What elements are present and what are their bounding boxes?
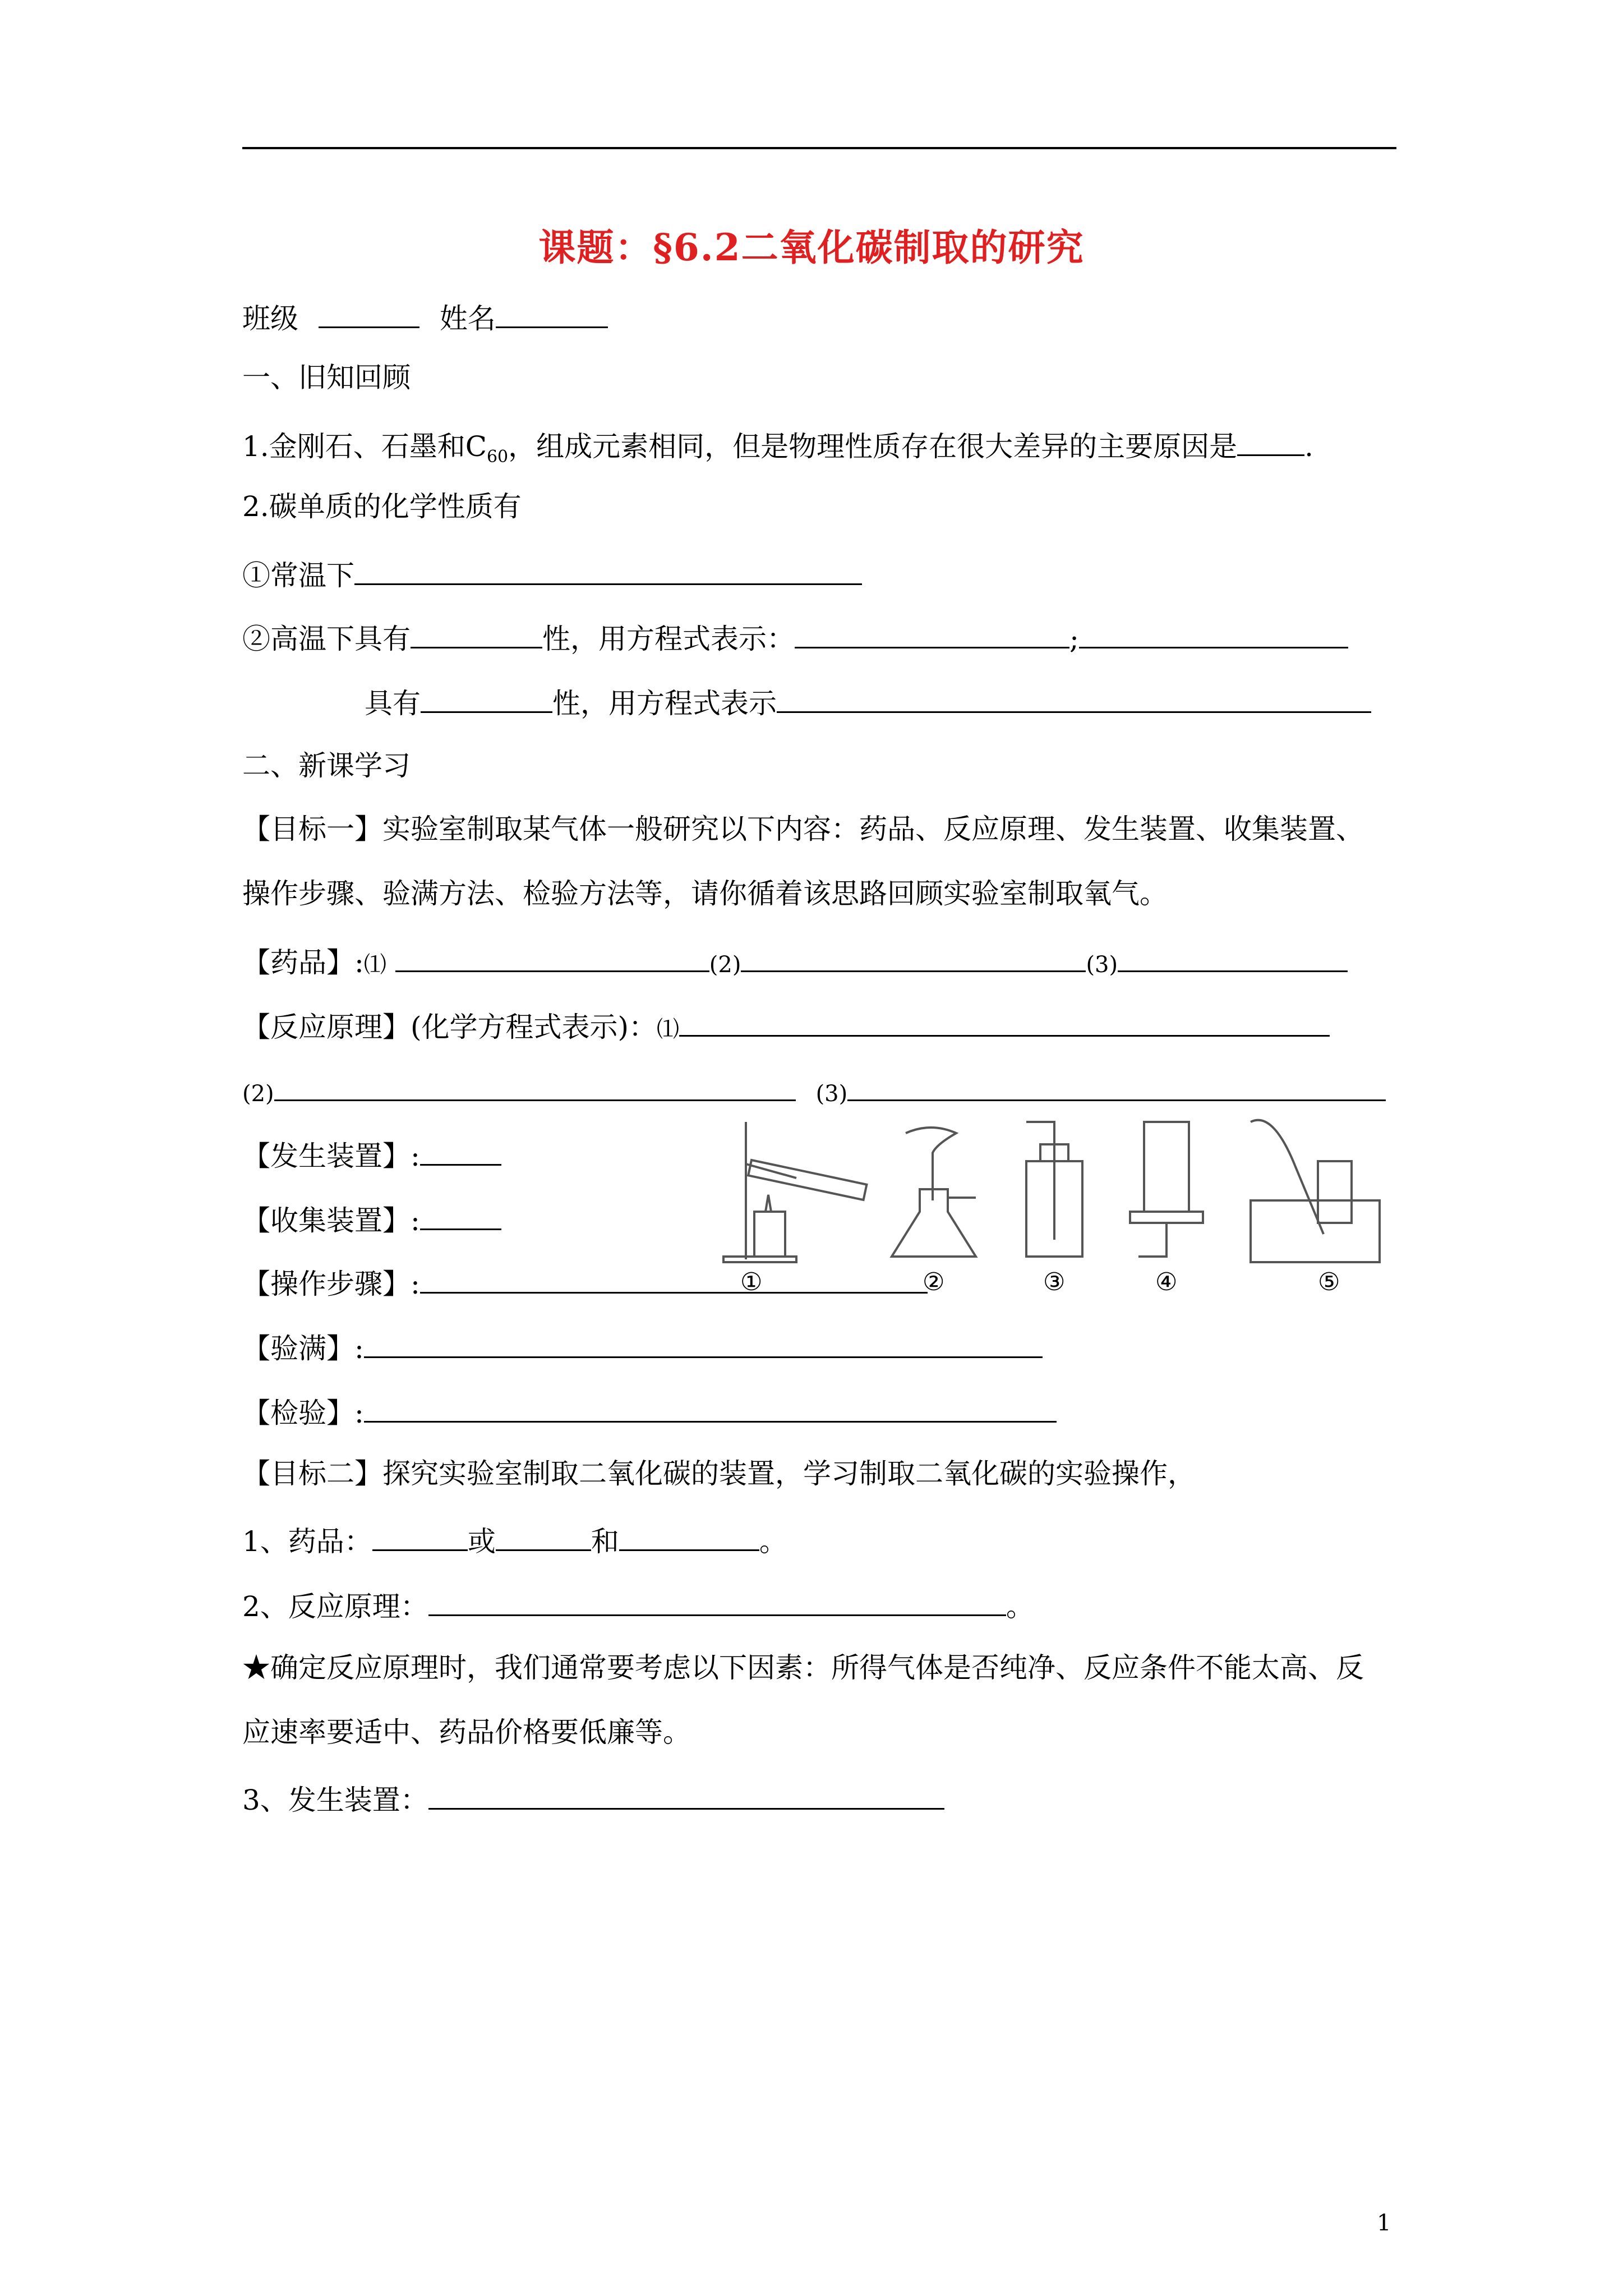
label-4: ④ xyxy=(1155,1268,1178,1296)
goal-2: 【目标二】探究实验室制取二氧化碳的装置，学习制取二氧化碳的实验操作， xyxy=(242,1457,1196,1490)
q2-3-blank-a[interactable] xyxy=(421,683,552,713)
header-rule xyxy=(242,147,1396,149)
delivery-tube xyxy=(1251,1120,1324,1234)
question-2: 2.碳单质的化学性质有 xyxy=(242,490,522,523)
class-name-line: 班级 姓名 xyxy=(242,298,608,335)
goal-1-line-2: 操作步骤、验满方法、检验方法等，请你循着该思路回顾实验室制取氧气。 xyxy=(242,877,1168,910)
star-note-line-1: ★确定反应原理时，我们通常要考虑以下因素：所得气体是否纯净、反应条件不能太高、反 xyxy=(242,1651,1364,1684)
g2-2-blank[interactable] xyxy=(428,1586,1006,1616)
q2-2-blank-a[interactable] xyxy=(411,619,542,648)
g2-1-blank-a[interactable] xyxy=(372,1521,468,1551)
page-title: 课题：§6.2二氧化碳制取的研究 xyxy=(538,226,1085,269)
full-check-line: 【验满】: xyxy=(242,1328,1043,1365)
drugs-blank-3[interactable] xyxy=(1118,942,1348,972)
question-1: 1.金刚石、石墨和$C_{60}$，组成元素相同，但是物理性质存在很大差异的主要原因是 . xyxy=(242,426,1313,474)
q1-blank[interactable] xyxy=(1237,426,1304,456)
q2-2-blank-c[interactable] xyxy=(1079,619,1348,648)
test-line: 【检验】: xyxy=(242,1393,1057,1430)
goal-1-line-1: 【目标一】实验室制取某气体一般研究以下内容：药品、反应原理、发生装置、收集装置、 xyxy=(242,813,1364,845)
principle-line-2: (2) (3) xyxy=(242,1071,1386,1111)
principle-blank-1[interactable] xyxy=(679,1007,1330,1037)
q2-2-blank-b[interactable] xyxy=(795,619,1069,648)
name-blank[interactable] xyxy=(496,298,608,328)
steps-line: 【操作步骤】: xyxy=(242,1264,928,1301)
g2-1-blank-b[interactable] xyxy=(496,1521,591,1551)
inverted-bottle xyxy=(1144,1122,1189,1212)
alcohol-lamp xyxy=(754,1212,785,1257)
drugs-line: 【药品】:⑴ (2) (3) xyxy=(242,942,1348,982)
drugs-blank-2[interactable] xyxy=(741,942,1086,972)
apparatus-figure xyxy=(712,1099,1385,1301)
generator-blank[interactable] xyxy=(420,1136,501,1166)
goal-2-item-1: 1、药品： 或 和 。 xyxy=(242,1521,787,1558)
question-2-3: 具有 性，用方程式表示 xyxy=(365,683,1371,720)
test-tube xyxy=(748,1160,866,1200)
principle-blank-2[interactable] xyxy=(274,1071,796,1101)
page-number: 1 xyxy=(1377,2210,1391,2236)
goal-2-item-3: 3、发生装置： xyxy=(242,1780,944,1817)
q2-3-blank-b[interactable] xyxy=(777,683,1371,713)
collector-line: 【收集装置】: xyxy=(242,1200,501,1237)
q2-1-blank[interactable] xyxy=(354,555,862,585)
star-note-line-2: 应速率要适中、药品价格要低廉等。 xyxy=(242,1716,691,1749)
full-check-blank[interactable] xyxy=(364,1328,1043,1358)
collector-blank[interactable] xyxy=(420,1200,501,1230)
drugs-blank-1[interactable] xyxy=(395,942,709,972)
class-blank[interactable] xyxy=(319,298,419,328)
water-trough xyxy=(1251,1200,1380,1262)
test-blank[interactable] xyxy=(364,1393,1057,1423)
label-5: ⑤ xyxy=(1318,1268,1340,1296)
section-1-heading: 一、旧知回顾 xyxy=(242,361,411,394)
goal-2-item-2: 2、反应原理： 。 xyxy=(242,1586,1034,1623)
apparatus-drawing xyxy=(712,1099,1385,1268)
g2-1-blank-c[interactable] xyxy=(619,1521,759,1551)
label-2: ② xyxy=(923,1268,945,1296)
question-2-2: ②高温下具有 性，用方程式表示： ; xyxy=(242,619,1348,656)
label-1: ① xyxy=(740,1268,763,1296)
generator-line: 【发生装置】: xyxy=(242,1136,501,1173)
principle-line: 【反应原理】(化学方程式表示)：⑴ xyxy=(242,1007,1330,1046)
g2-3-blank[interactable] xyxy=(428,1780,944,1810)
section-2-heading: 二、新课学习 xyxy=(242,749,411,782)
principle-blank-3[interactable] xyxy=(847,1071,1386,1101)
question-2-1: ①常温下 xyxy=(242,555,862,592)
label-3: ③ xyxy=(1043,1268,1066,1296)
